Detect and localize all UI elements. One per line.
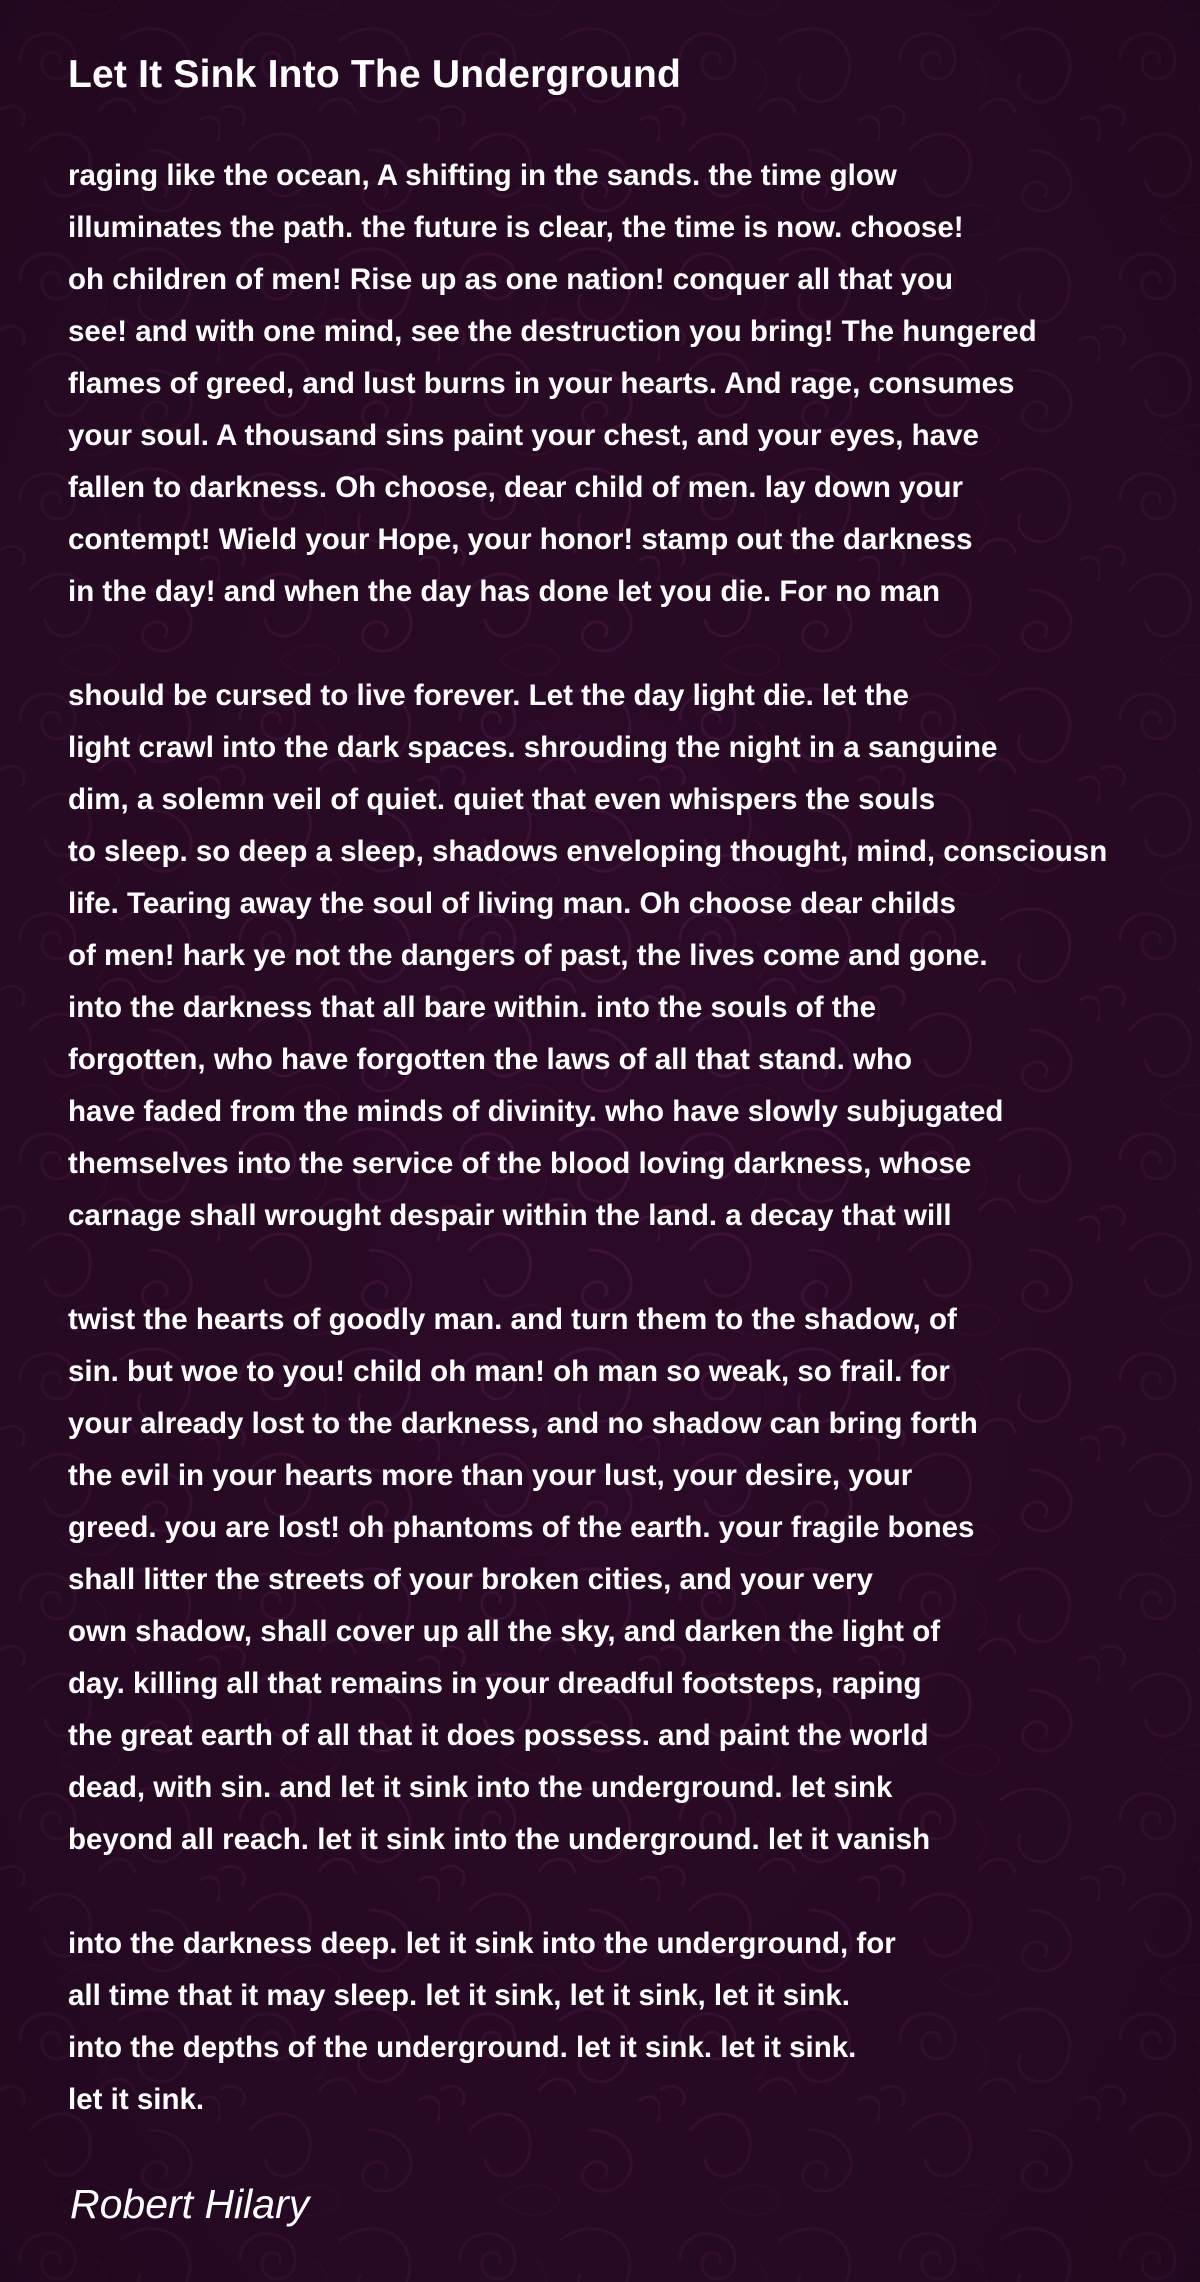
poem-line: forgotten, who have forgotten the laws of all that stand. who [68, 1043, 913, 1076]
poem-line: illuminates the path. the future is clear, the time is now. choose! [68, 211, 964, 244]
poem-stanza [68, 1294, 1200, 1866]
poem-line: have faded from the minds of divinity. who have slowly subjugated [68, 1095, 1004, 1128]
poem-line: raging like the ocean, A shifting in the sands. the time glow [68, 159, 897, 192]
poem-line: light crawl into the dark spaces. shrouding the night in a sanguine [68, 731, 998, 764]
poem-line: themselves into the service of the blood loving darkness, whose [68, 1147, 972, 1180]
poem-line: flames of greed, and lust burns in your hearts. And rage, consumes [68, 367, 1015, 400]
poem-line: contempt! Wield your Hope, your honor! stamp out the darkness [68, 523, 973, 556]
poem-line: life. Tearing away the soul of living man. Oh choose dear childs [68, 887, 956, 920]
poem-line: oh children of men! Rise up as one nation! conquer all that you [68, 263, 954, 296]
poem-line: own shadow, shall cover up all the sky, and darken the light of [68, 1615, 941, 1648]
poem-line: into the darkness deep. let it sink into the underground, for [68, 1927, 896, 1960]
poem-line: to sleep. so deep a sleep, shadows enveloping thought, mind, consciousn [68, 835, 1108, 868]
poem-line: carnage shall wrought despair within the land. a decay that will [68, 1199, 952, 1232]
poem-line: the evil in your hearts more than your lust, your desire, your [68, 1459, 913, 1492]
poem-body [68, 150, 1200, 2178]
poem-stanza [68, 150, 1200, 618]
poem-line: all time that it may sleep. let it sink, let it sink, let it sink. [68, 1979, 850, 2012]
poem-stanza [68, 670, 1200, 1242]
poem-line: should be cursed to live forever. Let the day light die. let the [68, 679, 909, 712]
poem-title: Let It Sink Into The Underground [68, 53, 682, 96]
poem-line: day. killing all that remains in your dreadful footsteps, raping [68, 1667, 922, 1700]
poem-line: of men! hark ye not the dangers of past, the lives come and gone. [68, 939, 988, 972]
poem-line: beyond all reach. let it sink into the underground. let it vanish [68, 1823, 931, 1856]
poem-line: your soul. A thousand sins paint your chest, and your eyes, have [68, 419, 979, 452]
poem-line: your already lost to the darkness, and no shadow can bring forth [68, 1407, 978, 1440]
poem-line: let it sink. [68, 2083, 205, 2116]
poem-line: into the darkness that all bare within. into the souls of the [68, 991, 877, 1024]
poem-stanza [68, 1918, 1200, 2126]
poem-line: see! and with one mind, see the destruction you bring! The hungered [68, 315, 1037, 348]
poem-line: dim, a solemn veil of quiet. quiet that even whispers the souls [68, 783, 936, 816]
poem-line: dead, with sin. and let it sink into the underground. let sink [68, 1771, 893, 1804]
poem-line: sin. but woe to you! child oh man! oh man so weak, so frail. for [68, 1355, 950, 1388]
poem-line: shall litter the streets of your broken cities, and your very [68, 1563, 873, 1596]
poem-line: the great earth of all that it does possess. and paint the world [68, 1719, 929, 1752]
poem-line: twist the hearts of goodly man. and turn them to the shadow, of [68, 1303, 957, 1336]
poem-line: fallen to darkness. Oh choose, dear child of men. lay down your [68, 471, 964, 504]
poem-line: into the depths of the underground. let it sink. let it sink. [68, 2031, 857, 2064]
poem-author: Robert Hilary [70, 2181, 310, 2227]
poem-line: in the day! and when the day has done let you die. For no man [68, 575, 940, 608]
poem-line: greed. you are lost! oh phantoms of the earth. your fragile bones [68, 1511, 975, 1544]
